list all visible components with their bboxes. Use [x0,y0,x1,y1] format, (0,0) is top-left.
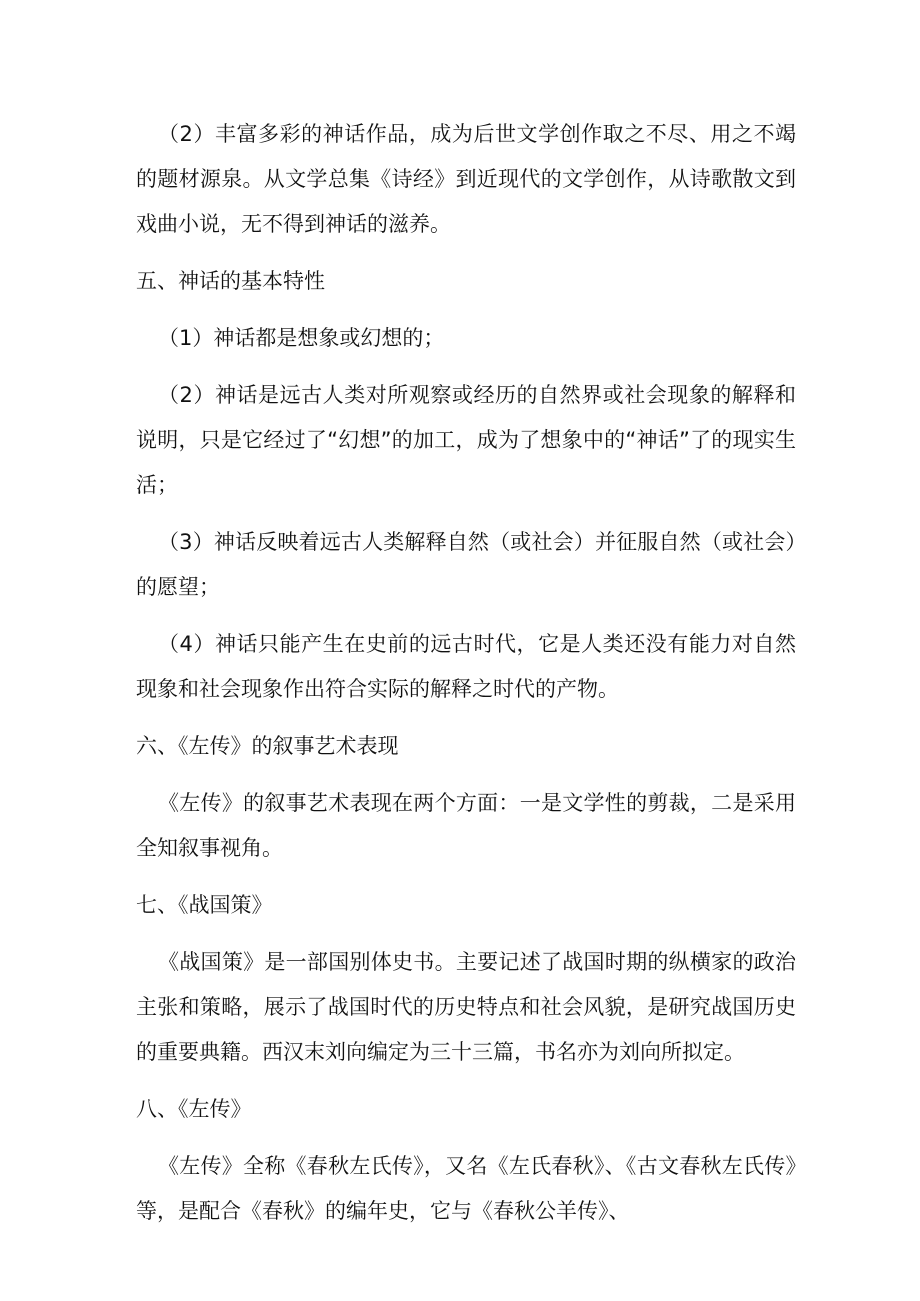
paragraph-zhanguoce: 《战国策》是一部国别体史书。主要记述了战国时期的纵横家的政治主张和策略，展示了战国时代的历史特点和社会风貌，是研究战国历史的重要典籍。西汉末刘向编定为三十三篇，书名亦为刘向所拟定。 [136,950,796,1064]
paragraph-trait-2: （2）神话是远古人类对所观察或经历的自然界或社会现象的解释和说明，只是它经过了“幻想”的加工，成为了想象中的“神话”了的现实生活； [136,383,796,497]
paragraph-myth-influence: （2）丰富多彩的神话作品，成为后世文学创作取之不尽、用之不竭的题材源泉。从文学总集《诗经》到近现代的文学创作，从诗歌散文到戏曲小说，无不得到神话的滋养。 [136,122,796,236]
paragraph-zuozhuan-narrative: 《左传》的叙事艺术表现在两个方面：一是文学性的剪裁，二是采用全知叙事视角。 [136,791,796,860]
section-heading-8: 八、《左传》 [136,1097,252,1121]
paragraph-trait-4: （4）神话只能产生在史前的远古时代，它是人类还没有能力对自然现象和社会现象作出符合实际的解释之时代的产物。 [136,632,796,701]
section-heading-5: 五、神话的基本特性 [136,269,325,293]
paragraph-zuozhuan-intro: 《左传》全称《春秋左氏传》，又名《左氏春秋》、《古文春秋左氏传》等，是配合《春秋》的编年史，它与《春秋公羊传》、 [136,1154,796,1223]
document-body [136,112,796,1246]
paragraph-trait-3: （3）神话反映着远古人类解释自然（或社会）并征服自然（或社会）的愿望； [136,530,796,599]
paragraph-trait-1: （1）神话都是想象或幻想的； [158,326,445,350]
section-heading-6: 六、《左传》的叙事艺术表现 [136,734,399,758]
section-heading-7: 七、《战国策》 [136,893,273,917]
